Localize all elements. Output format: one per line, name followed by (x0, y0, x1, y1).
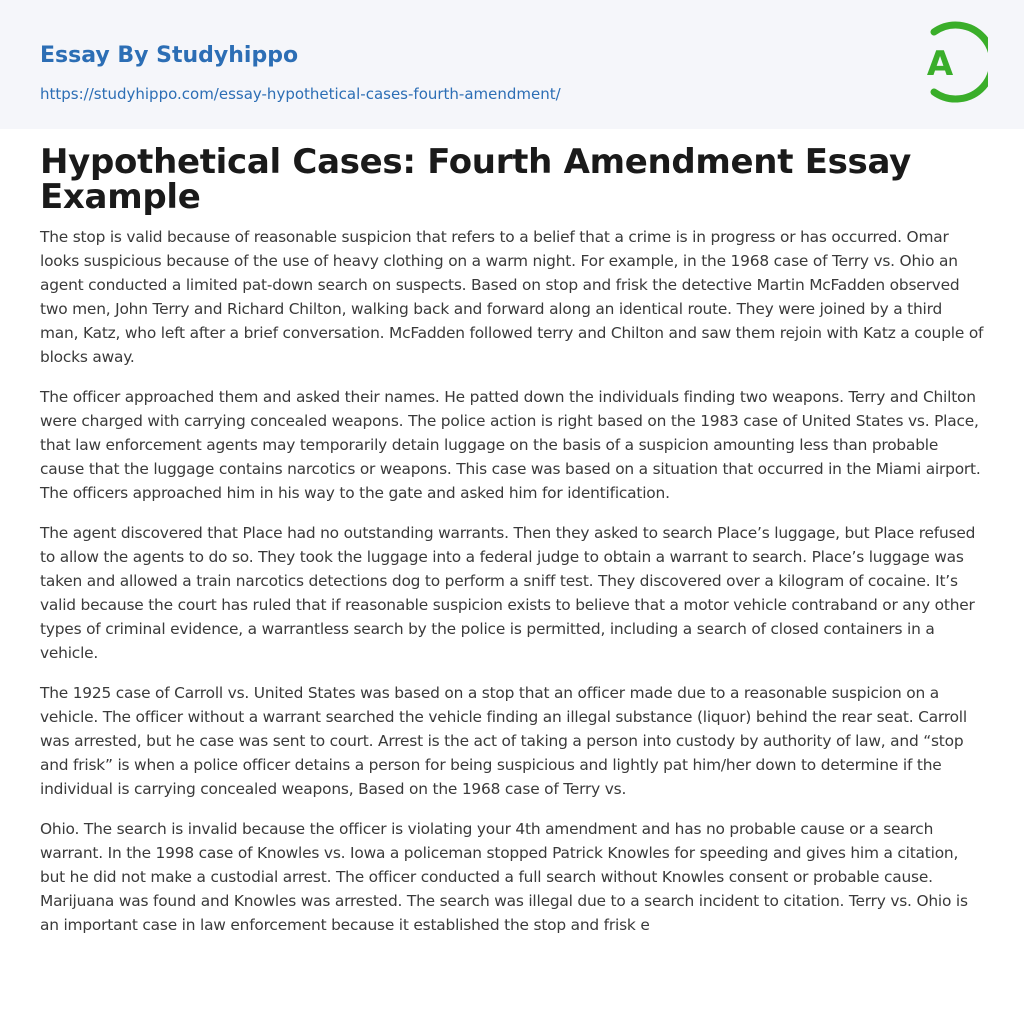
brand-title[interactable]: Essay By Studyhippo (40, 43, 299, 68)
page-title: Hypothetical Cases: Fourth Amendment Essay Example (40, 142, 911, 217)
essay-paragraph: The stop is valid because of reasonable suspicion that refers to a belief that a crime is in progress or has occurred. Omar looks suspicious because of the use of heavy clothing on a warm night. For example, in the 1968 case of Terry vs. Ohio an agent conducted a limited pat-down search on suspects. Based on stop and frisk the detective Martin McFadden observed two men, John Terry and Richard Chilton, walking back and forward along an identical route. They were joined by a third man, Katz, who left after a brief conversation. McFadden followed terry and Chilton and saw them rejoin with Katz a couple of blocks away. (40, 228, 984, 366)
essay-paragraph: The 1925 case of Carroll vs. United States was based on a stop that an officer made due to a reasonable suspicion on a vehicle. The officer without a warrant searched the vehicle finding an illegal substance (liquor) behind the rear seat. Carroll was arrested, but he case was sent to court. Arrest is the act of taking a person into custody by authority of law, and “stop and frisk” is when a police officer detains a person for being suspicious and lightly pat him/her down to determine if the individual is carrying concealed weapons, Based on the 1968 case of Terry vs. (40, 684, 967, 798)
site-header (0, 0, 1024, 129)
studyhippo-logo-icon[interactable] (910, 18, 988, 106)
logo-letter: A (926, 44, 954, 84)
source-url-link[interactable]: https://studyhippo.com/essay-hypothetical-cases-fourth-amendment/ (40, 85, 561, 103)
essay-paragraph: The officer approached them and asked their names. He patted down the individuals finding two weapons. Terry and Chilton were charged with carrying concealed weapons. The police action is right based on the 1983 case of United States vs. Place, that law enforcement agents may temporarily detain luggage on the basis of a suspicion amounting less than probable cause that the luggage contains narcotics or weapons. This case was based on a situation that occurred in the Miami airport. The officers approached him in his way to the gate and asked him for identification. (40, 388, 981, 502)
essay-paragraph: Ohio. The search is invalid because the officer is violating your 4th amendment and has no probable cause or a search warrant. In the 1998 case of Knowles vs. Iowa a policeman stopped Patrick Knowles for speeding and gives him a citation, but he did not make a custodial arrest. The officer conducted a full search without Knowles consent or probable cause. Marijuana was found and Knowles was arrested. The search was illegal due to a search incident to citation. Terry vs. Ohio is an important case in law enforcement because it established the stop and frisk e (40, 820, 968, 934)
essay-paragraph: The agent discovered that Place had no outstanding warrants. Then they asked to search Place’s luggage, but Place refused to allow the agents to do so. They took the luggage into a federal judge to obtain a warrant to search. Place’s luggage was taken and allowed a train narcotics detections dog to perform a sniff test. They discovered over a kilogram of cocaine. It’s valid because the court has ruled that if reasonable suspicion exists to believe that a motor vehicle contraband or any other types of criminal evidence, a warrantless search by the police is permitted, including a search of closed containers in a vehicle. (40, 524, 976, 662)
essay-content (0, 142, 1024, 937)
